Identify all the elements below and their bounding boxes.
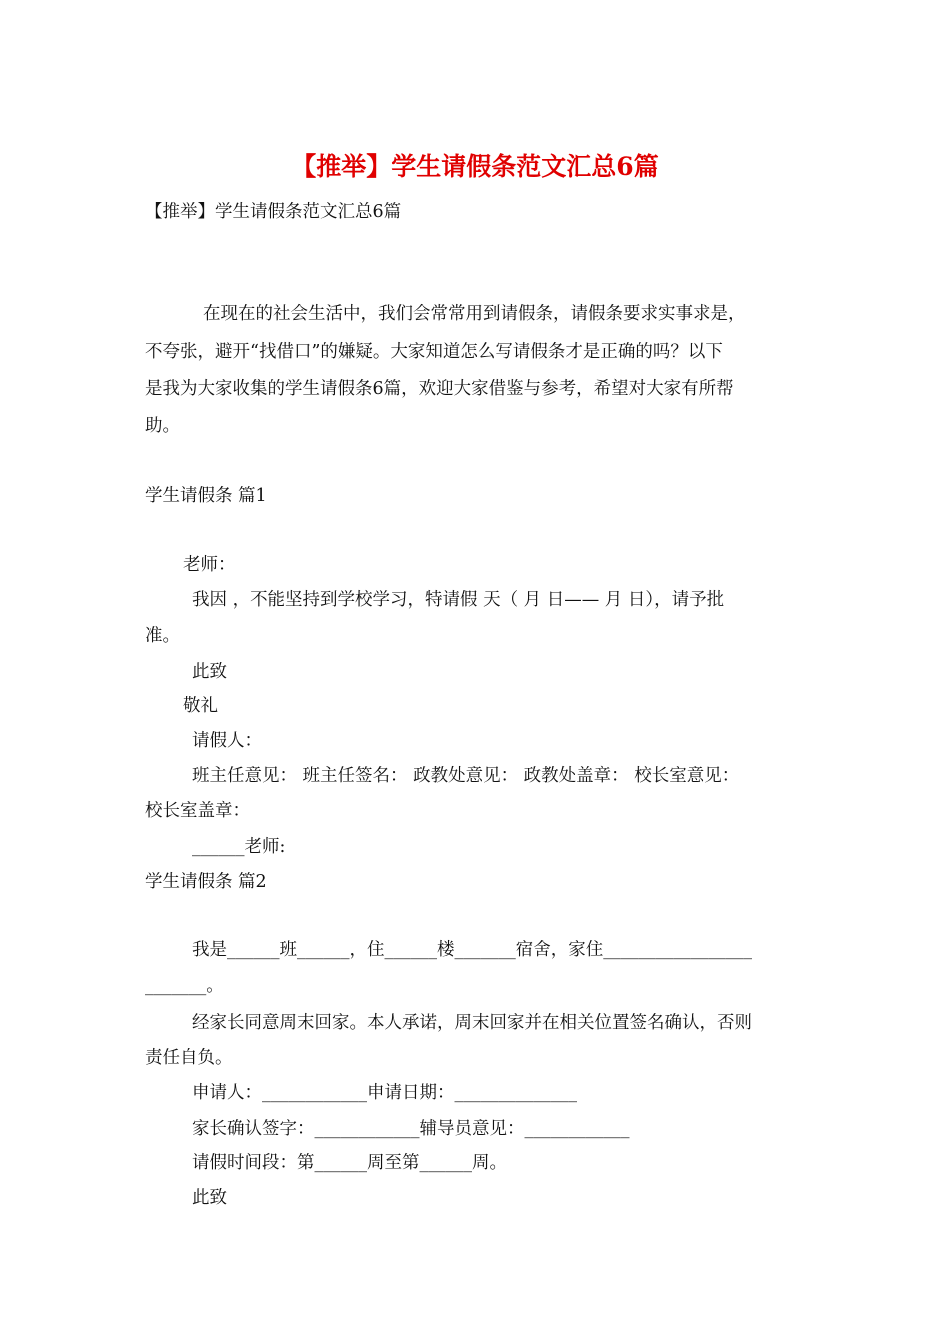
piece2-period: 请假时间段：第______周至第______周。 xyxy=(192,1153,507,1173)
document-title: 【推举】学生请假条范文汇总6篇 xyxy=(291,152,659,181)
piece1-body-1: 我因 ，不能坚持到学校学习，特请假 天（ 月 日—— 月 日），请予批 xyxy=(192,590,725,610)
intro-line-1: 在现在的社会生活中，我们会常常用到请假条，请假条要求实事求是， xyxy=(203,304,746,324)
piece2-line1-2: _______。 xyxy=(145,976,224,996)
piece2-heading: 学生请假条 篇2 xyxy=(145,872,267,892)
piece1-opinions-2: 校长室盖章： xyxy=(145,801,250,821)
piece1-teacher: ______老师: xyxy=(192,837,286,857)
piece2-closing-1: 此致 xyxy=(192,1188,227,1208)
piece2-line1-1: 我是______班______，住______楼_______宿舍，家住_________________ xyxy=(192,940,752,960)
intro-line-4: 助。 xyxy=(145,416,180,436)
piece1-greeting: 老师： xyxy=(183,555,236,575)
piece1-heading: 学生请假条 篇1 xyxy=(145,486,267,506)
piece1-body-2: 准。 xyxy=(145,626,180,646)
piece2-line2-1: 经家长同意周末回家。本人承诺，周末回家并在相关位置签名确认，否则 xyxy=(192,1013,752,1033)
piece2-applicant: 申请人：____________申请日期：______________ xyxy=(192,1083,577,1103)
piece1-applicant: 请假人： xyxy=(192,731,262,751)
piece1-closing-2: 敬礼 xyxy=(183,696,218,716)
piece2-line2-2: 责任自负。 xyxy=(145,1048,233,1068)
piece1-opinions-1: 班主任意见： 班主任签名： 政教处意见： 政教处盖章： 校长室意见： xyxy=(192,766,740,786)
intro-line-3: 是我为大家收集的学生请假条6篇，欢迎大家借鉴与参考，希望对大家有所帮 xyxy=(145,379,734,399)
document-subtitle: 【推举】学生请假条范文汇总6篇 xyxy=(145,202,402,222)
intro-line-2: 不夸张，避开“找借口”的嫌疑。大家知道怎么写请假条才是正确的吗？以下 xyxy=(145,342,723,362)
piece1-closing-1: 此致 xyxy=(192,662,227,682)
piece2-parent: 家长确认签字：____________辅导员意见：____________ xyxy=(192,1119,630,1139)
